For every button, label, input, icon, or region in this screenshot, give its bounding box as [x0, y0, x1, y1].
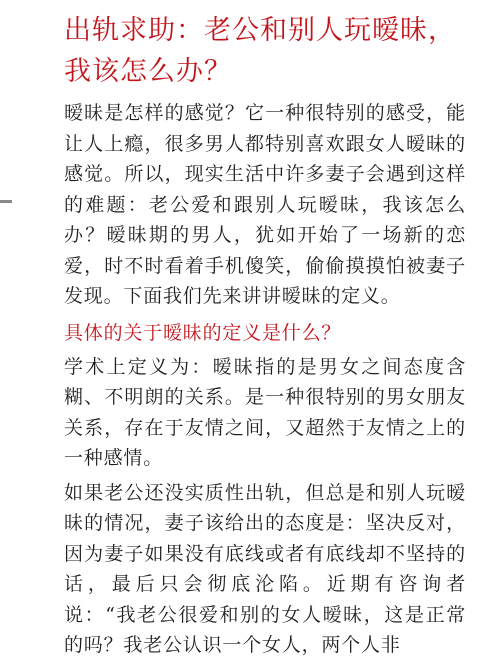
article-title: 出轨求助：老公和别人玩暧昧，我该怎么办？	[64, 15, 456, 87]
section-subheading: 具体的关于暧昧的定义是什么？	[64, 321, 342, 344]
article-paragraph-1: 暧昧是怎样的感觉？它一种很特别的感受，能让人上瘾，很多男人都特别喜欢跟女人暧昧的感觉。所以，现实生活中许多妻子会遇到这样的难题：老公爱和跟别人玩暧昧，我该怎么办？暧昧期的男人，犹如开始了一场新的恋爱，时不时看着手机傻笑，偷偷摸摸怕被妻子发现。下面我们先来讲讲暧昧的定义。	[64, 102, 466, 307]
article-paragraph-3: 如果老公还没实质性出轨，但总是和别人玩暧昧的情况，妻子该给出的态度是：坚决反对，因为妻子如果没有底线或者有底线却不坚持的话，最后只会彻底沦陷。近期有咨询者说：“我老公很爱和别的女人暧昧，这是正常的吗？我老公认识一个女人，两个人非	[64, 481, 466, 656]
page-edge-mark	[0, 200, 12, 203]
article-paragraph-2: 学术上定义为：暧昧指的是男女之间态度含糊、不明朗的关系。是一种很特别的男女朋友关系，存在于友情之间，又超然于友情之上的一种感情。	[64, 355, 466, 469]
